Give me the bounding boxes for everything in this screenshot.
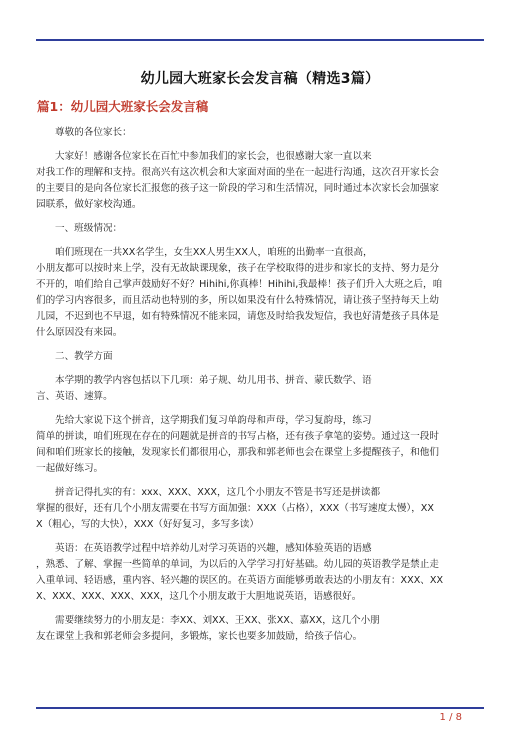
paragraph-line: 尊敬的各位家长： — [55, 127, 132, 138]
paragraph — [36, 125, 482, 141]
paragraph-line: 简单的拼读，咱们班现在存在的问题就是拼音的书写占格，还有孩子拿笔的姿势。通过这一段时 — [36, 431, 439, 442]
paragraph-line: ，熟悉、了解、掌握一些简单的单词，为以后的入学学习打好基础。幼儿园的英语教学是禁止走 — [36, 559, 439, 570]
document-title: 幼儿园大班家长会发言稿（精选3篇） — [140, 71, 380, 87]
paragraph-line: X、XXX、XXX、XXX、XXX，这几个小朋友敢于大胆地说英语，语感很好。 — [36, 591, 362, 602]
paragraph-line: 对我工作的理解和支持。很高兴有这次机会和大家面对面的坐在一起进行沟通，这次召开家长会 — [36, 167, 439, 178]
paragraph — [36, 485, 482, 533]
paragraph — [36, 413, 482, 477]
paragraph-line: 儿园，不迟到也不早退，如有特殊情况不能来园，请您及时给我发短信，我也好清楚孩子具体是 — [36, 311, 439, 322]
paragraph — [36, 245, 482, 341]
paragraph-line: 掌握的很好，还有几个小朋友需要在书写方面加强：XXX（占格），XXX（书写速度太慢），XX — [36, 503, 434, 514]
header-rule — [36, 39, 484, 41]
paragraph-line: 园联系，做好家校沟通。 — [36, 199, 142, 210]
paragraph-line: 先给大家说下这个拼音，这学期我们复习单韵母和声母，学习复韵母，练习 — [55, 415, 372, 426]
document-body — [36, 125, 482, 653]
paragraph-line: 本学期的教学内容包括以下几项：弟子规、幼儿用书、拼音、蒙氏数学、语 — [55, 375, 372, 386]
paragraph-line: 的主要目的是向各位家长汇报您的孩子这一阶段的学习和生活情况，同时通过本次家长会加强家 — [36, 183, 439, 194]
paragraph — [36, 373, 482, 405]
paragraph-line: 二、教学方面 — [55, 351, 113, 362]
paragraph-line: 间和咱们班家长的接触，发现家长们都很用心，那我和郭老师也会在课堂上多提醒孩子，和他们 — [36, 447, 439, 458]
paragraph-line: 什么原因没有来园。 — [36, 327, 123, 338]
paragraph-line: 不开的，咱们给自己掌声鼓励好不好？Hihihi,你真棒！Hihihi,我最棒！孩子们升入大班之后，咱 — [36, 279, 443, 290]
page-indicator: 1 / 8 — [439, 712, 462, 723]
paragraph-line: 需要继续努力的小朋友是：李XX、刘XX、王XX、张XX、嘉XX，这几个小朋 — [55, 615, 380, 626]
paragraph-line: 咱们班现在一共XX名学生，女生XX人男生XX人，咱班的出勤率一直很高， — [55, 247, 373, 258]
paragraph-line: 一起做好练习。 — [36, 463, 104, 474]
paragraph-line: 英语：在英语教学过程中培养幼儿对学习英语的兴趣，感知体验英语的语感 — [55, 543, 372, 554]
paragraph-line: 拼音记得扎实的有：xxx、XXX、XXX，这几个小朋友不管是书写还是拼读都 — [55, 487, 381, 498]
paragraph — [36, 349, 482, 365]
paragraph-line: 入重单词、轻语感，重内容、轻兴趣的误区的。在英语方面能够勇敢表达的小朋友有：XXX、XX — [36, 575, 444, 586]
paragraph-line: 们的学习内容很多，而且活动也特别的多，所以如果没有什么特殊情况，请让孩子坚持每天上幼 — [36, 295, 439, 306]
paragraph — [36, 221, 482, 237]
paragraph-line: 言、英语、速算。 — [36, 391, 113, 402]
footer-rule — [36, 707, 484, 709]
paragraph — [36, 541, 482, 605]
paragraph — [36, 613, 482, 645]
paragraph — [36, 149, 482, 213]
paragraph-line: X（粗心，写的大快），XXX（好好复习，多写多读） — [36, 519, 259, 530]
section-heading: 篇1：幼儿园大班家长会发言稿 — [37, 99, 209, 114]
paragraph-line: 友在课堂上我和郭老师会多提问，多锻炼，家长也要多加鼓励，给孩子信心。 — [36, 631, 363, 642]
paragraph-line: 大家好！感谢各位家长在百忙中参加我们的家长会，也很感谢大家一直以来 — [55, 151, 372, 162]
paragraph-line: 一、班级情况： — [55, 223, 123, 234]
paragraph-line: 小朋友都可以按时来上学，没有无故缺课现象，孩子在学校取得的进步和家长的支持、努力是分 — [36, 263, 439, 274]
